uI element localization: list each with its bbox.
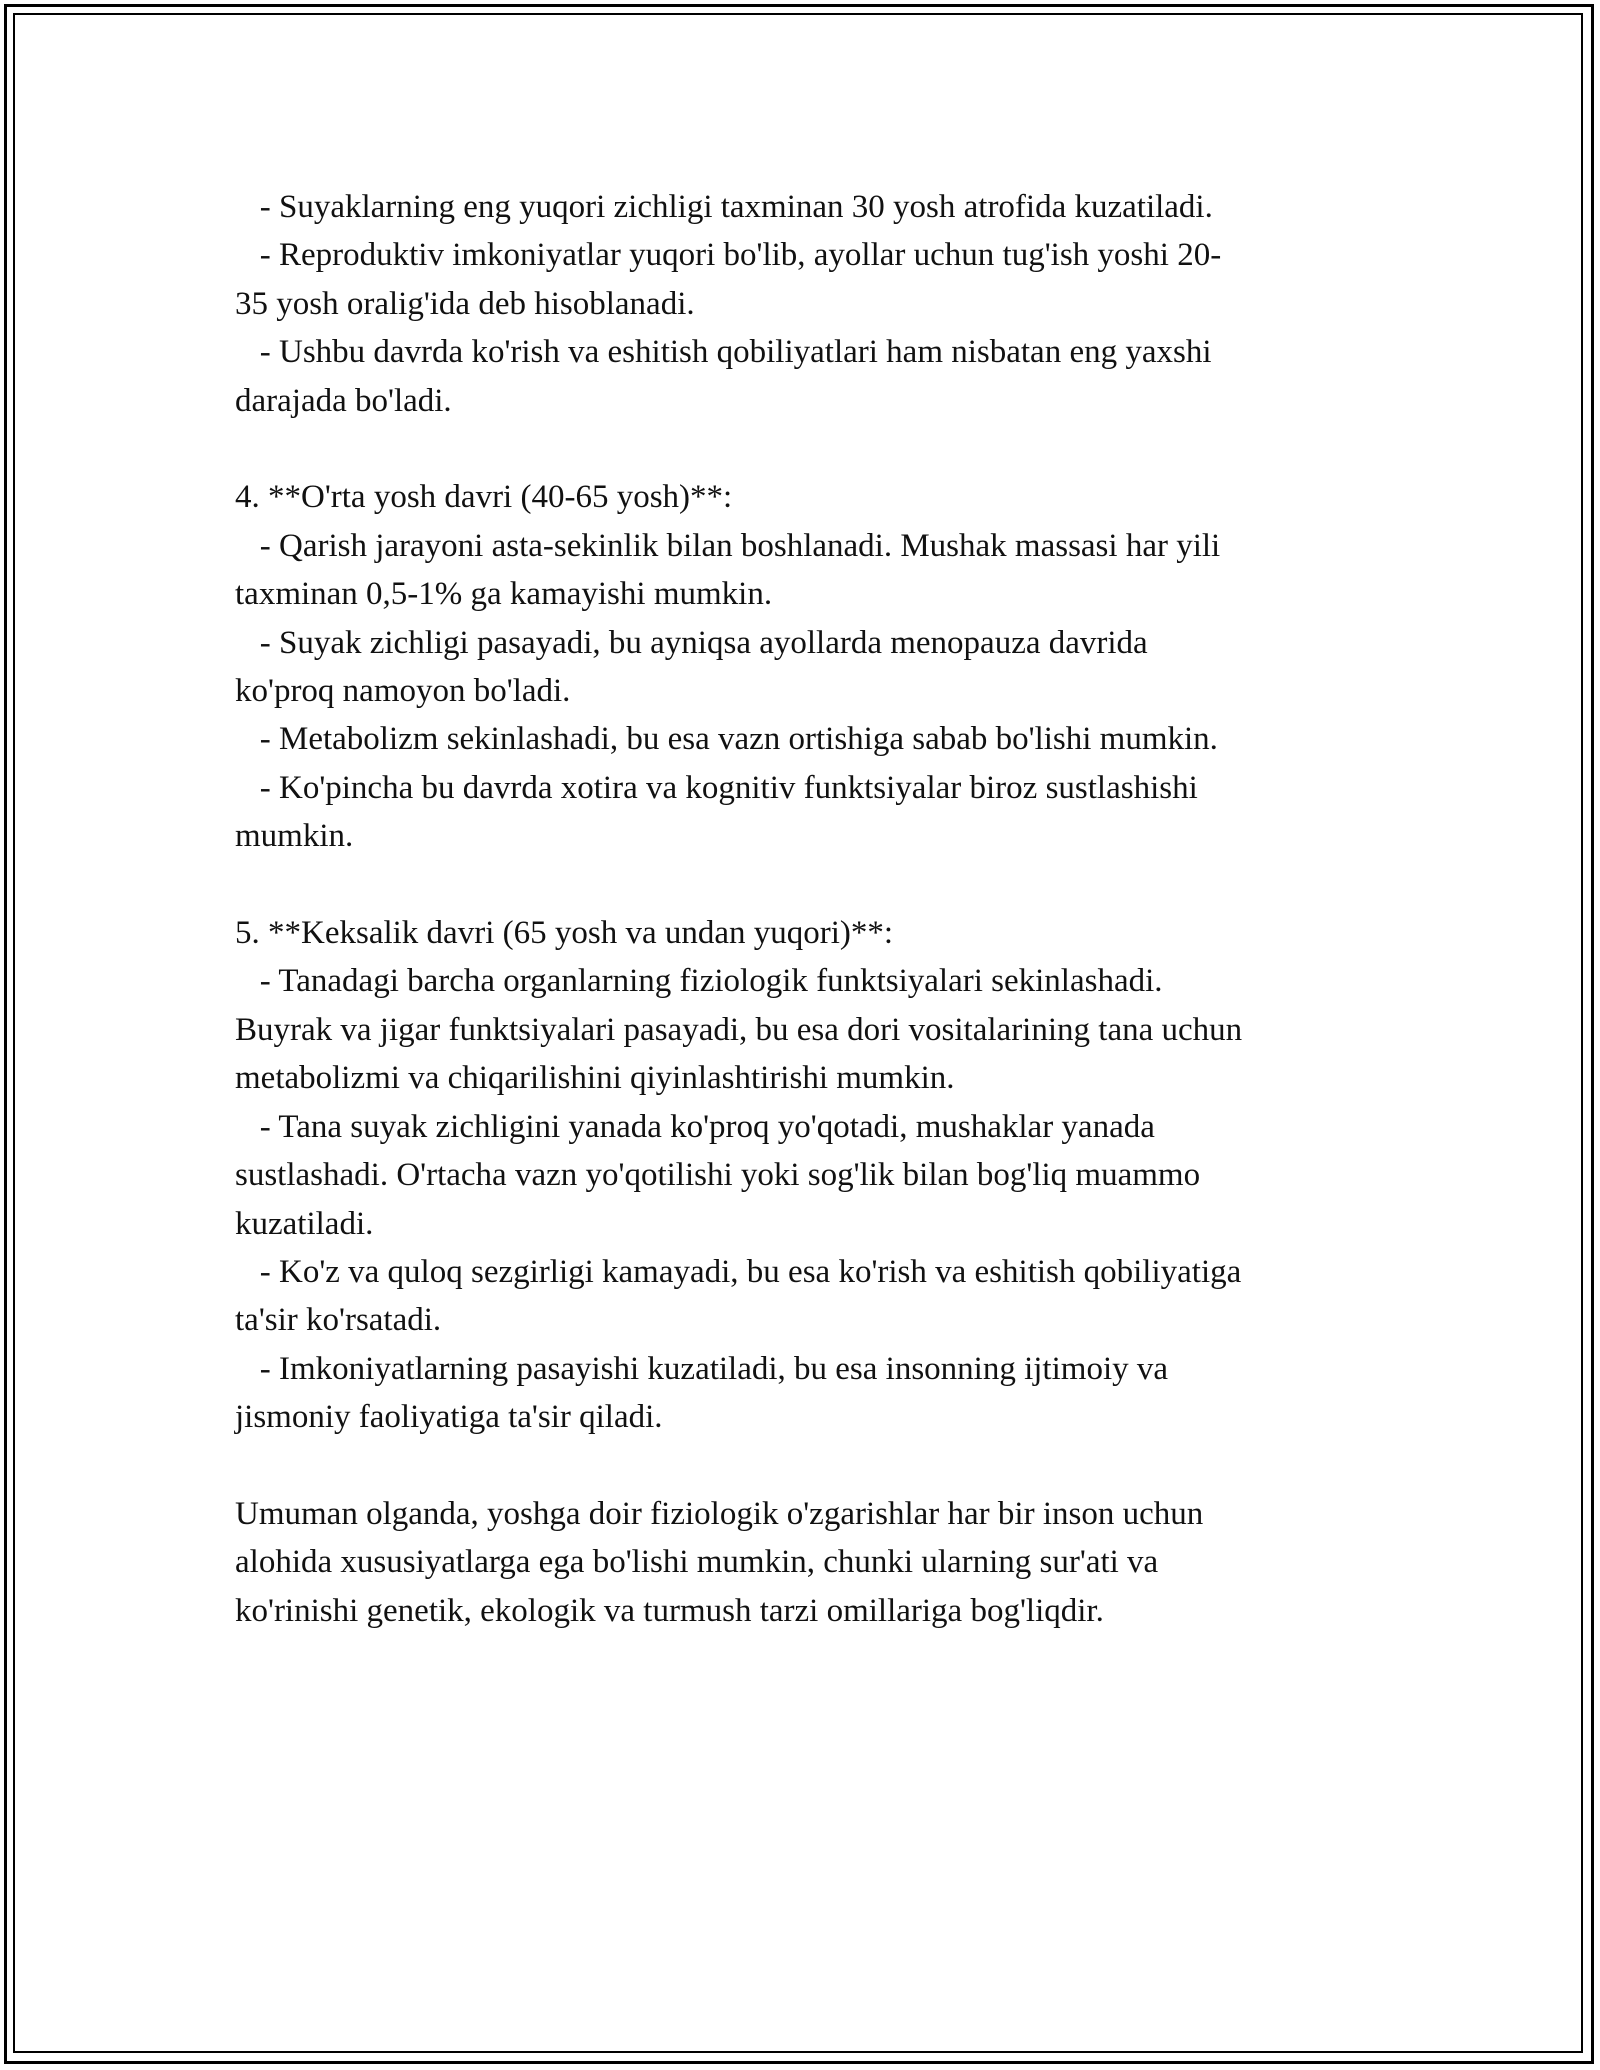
text-line: darajada bo'ladi. xyxy=(235,382,452,419)
text-line: - Reproduktiv imkoniyatlar yuqori bo'lib, ayollar uchun tug'ish yoshi 20- xyxy=(235,237,1222,274)
text-line: ta'sir ko'rsatadi. xyxy=(235,1302,442,1339)
text-line: - Suyaklarning eng yuqori zichligi taxminan 30 yosh atrofida kuzatiladi. xyxy=(235,189,1213,225)
text-line: - Ushbu davrda ko'rish va eshitish qobiliyatlari ham nisbatan eng yaxshi xyxy=(235,334,1212,371)
conclusion-line: Umuman olganda, yoshga doir fiziologik o'zgarishlar har bir inson uchun xyxy=(235,1495,1204,1532)
text-line: taxminan 0,5-1% ga kamayishi mumkin. xyxy=(235,576,773,613)
text-line: - Tana suyak zichligini yanada ko'proq yo'qotadi, mushaklar yanada xyxy=(235,1108,1155,1145)
text-line: - Ko'z va quloq sezgirligi kamayadi, bu esa ko'rish va eshitish qobiliyatiga xyxy=(235,1253,1242,1290)
text-line: ko'proq namoyon bo'ladi. xyxy=(235,673,571,710)
text-line: - Metabolizm sekinlashadi, bu esa vazn ortishiga sabab bo'lishi mumkin. xyxy=(235,721,1218,758)
text-line: 35 yosh oralig'ida deb hisoblanadi. xyxy=(235,285,695,322)
text-line: - Imkoniyatlarning pasayishi kuzatiladi, bu esa insonning ijtimoiy va xyxy=(235,1350,1169,1387)
conclusion-line: alohida xususiyatlarga ega bo'lishi mumkin, chunki ularning sur'ati va xyxy=(235,1544,1159,1581)
paragraph-gap xyxy=(235,1442,1385,1490)
text-line: metabolizmi va chiqarilishini qiyinlashtirishi mumkin. xyxy=(235,1060,955,1097)
text-line: Buyrak va jigar funktsiyalari pasayadi, bu esa dori vositalarining tana uchun xyxy=(235,1011,1243,1048)
text-line: mumkin. xyxy=(235,818,354,855)
text-line: jismoniy faoliyatiga ta'sir qiladi. xyxy=(235,1399,663,1436)
text-line: sustlashadi. O'rtacha vazn yo'qotilishi yoki sog'lik bilan bog'liq muammo xyxy=(235,1157,1201,1194)
section-heading: 4. **O'rta yosh davri (40-65 yosh)**: xyxy=(235,479,733,516)
section-heading: 5. **Keksalik davri (65 yosh va undan yuqori)**: xyxy=(235,915,894,952)
text-line: - Qarish jarayoni asta-sekinlik bilan boshlanadi. Mushak massasi har yili xyxy=(235,527,1221,564)
document-body xyxy=(235,183,1385,1635)
text-line: - Suyak zichligi pasayadi, bu ayniqsa ayollarda menopauza davrida xyxy=(235,624,1148,661)
conclusion-line: ko'rinishi genetik, ekologik va turmush tarzi omillariga bog'liqdir. xyxy=(235,1592,1104,1629)
paragraph-gap xyxy=(235,861,1385,909)
paragraph-gap xyxy=(235,425,1385,473)
text-line: kuzatiladi. xyxy=(235,1205,374,1242)
text-line: - Ko'pincha bu davrda xotira va kognitiv funktsiyalar biroz sustlashishi xyxy=(235,769,1198,806)
text-line: - Tanadagi barcha organlarning fiziologik funktsiyalari sekinlashadi. xyxy=(235,963,1163,1000)
